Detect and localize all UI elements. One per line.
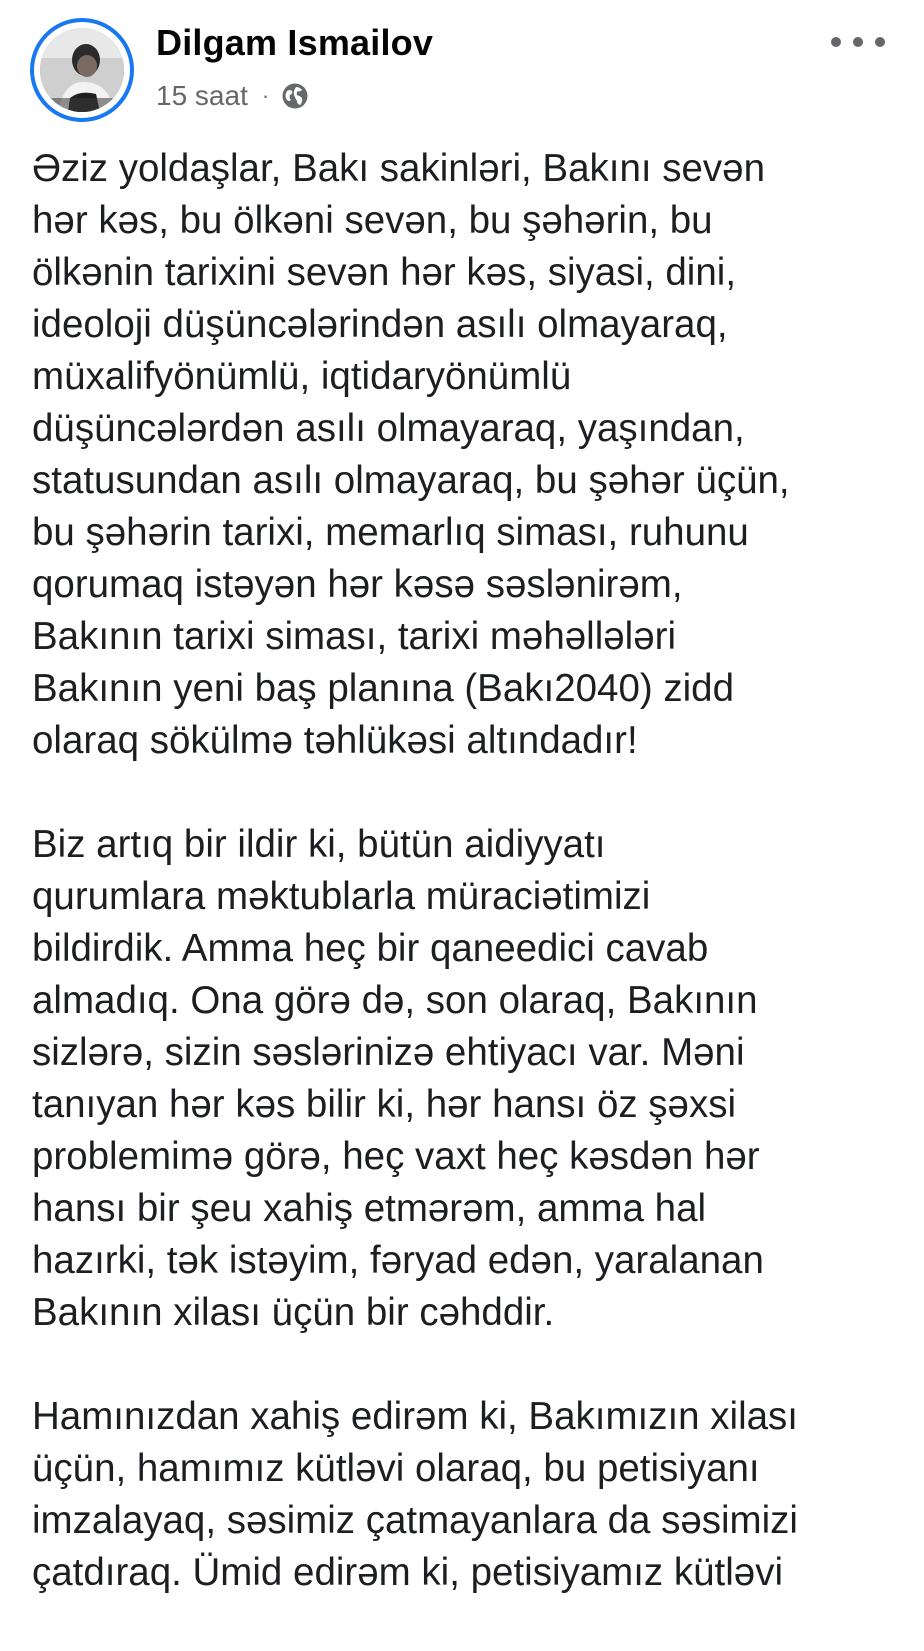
post-text: [32, 143, 902, 1651]
text-line: çatdıraq. Ümid edirəm ki, petisiyamız kütləvi: [32, 1551, 783, 1594]
text-line: hər kəs, bu ölkəni sevən, bu şəhərin, bu: [32, 199, 713, 242]
post-paragraph-3: [32, 1391, 902, 1599]
more-horizontal-icon: [828, 36, 888, 48]
text-line: Hamınızdan xahiş edirəm ki, Bakımızın xilası: [32, 1395, 798, 1438]
post-header: [0, 0, 924, 130]
globe-icon[interactable]: [281, 82, 309, 110]
post-timestamp[interactable]: 15 saat: [156, 80, 248, 111]
author-name[interactable]: Dilgam Ismailov: [156, 22, 434, 63]
text-line: Bakının xilası üçün bir cəhddir.: [32, 1291, 555, 1334]
meta-separator: ·: [261, 83, 270, 108]
text-line: üçün, hamımız kütləvi olaraq, bu petisiyanı: [32, 1447, 760, 1490]
post-meta: [156, 80, 309, 112]
text-line: Əziz yoldaşlar, Bakı sakinləri, Bakını sevən: [32, 147, 765, 190]
text-line: bu şəhərin tarixi, memarlıq siması, ruhunu: [32, 511, 749, 554]
text-line: hazırki, tək istəyim, fəryad edən, yaralanan: [32, 1239, 764, 1282]
avatar[interactable]: [30, 18, 134, 122]
text-line: ölkənin tarixini sevən hər kəs, siyasi, dini,: [32, 251, 737, 294]
post-paragraph-2: [32, 819, 902, 1339]
text-line: statusundan asılı olmayaraq, bu şəhər üçün,: [32, 459, 790, 502]
text-line: almadıq. Ona görə də, son olaraq, Bakının: [32, 979, 758, 1022]
more-options-button[interactable]: [822, 22, 894, 62]
text-line: ideoloji düşüncələrindən asılı olmayaraq,: [32, 303, 728, 346]
post-paragraph-1: [32, 143, 902, 767]
text-line: qurumlara məktublarla müraciətimizi: [32, 875, 651, 918]
text-line: Bakının tarixi siması, tarixi məhəllələri: [32, 615, 677, 658]
text-line: müxalifyönümlü, iqtidaryönümlü: [32, 355, 572, 398]
text-line: sizlərə, sizin səslərinizə ehtiyacı var. Məni: [32, 1031, 745, 1074]
text-line: Biz artıq bir ildir ki, bütün aidiyyatı: [32, 823, 606, 866]
text-line: problemimə görə, heç vaxt heç kəsdən hər: [32, 1135, 760, 1178]
text-line: qorumaq istəyən hər kəsə səslənirəm,: [32, 563, 683, 606]
text-line: tanıyan hər kəs bilir ki, hər hansı öz şəxsi: [32, 1083, 737, 1126]
profile-photo: [40, 28, 124, 112]
text-line: düşüncələrdən asılı olmayaraq, yaşından,: [32, 407, 745, 450]
text-line: olaraq sökülmə təhlükəsi altındadır!: [32, 719, 638, 762]
text-line: hansı bir şeu xahiş etmərəm, amma hal: [32, 1187, 707, 1230]
text-line: bildirdik. Amma heç bir qaneedici cavab: [32, 927, 709, 970]
text-line: imzalayaq, səsimiz çatmayanlara da səsimizi: [32, 1499, 798, 1542]
text-line: Bakının yeni baş planına (Bakı2040) zidd: [32, 667, 735, 710]
